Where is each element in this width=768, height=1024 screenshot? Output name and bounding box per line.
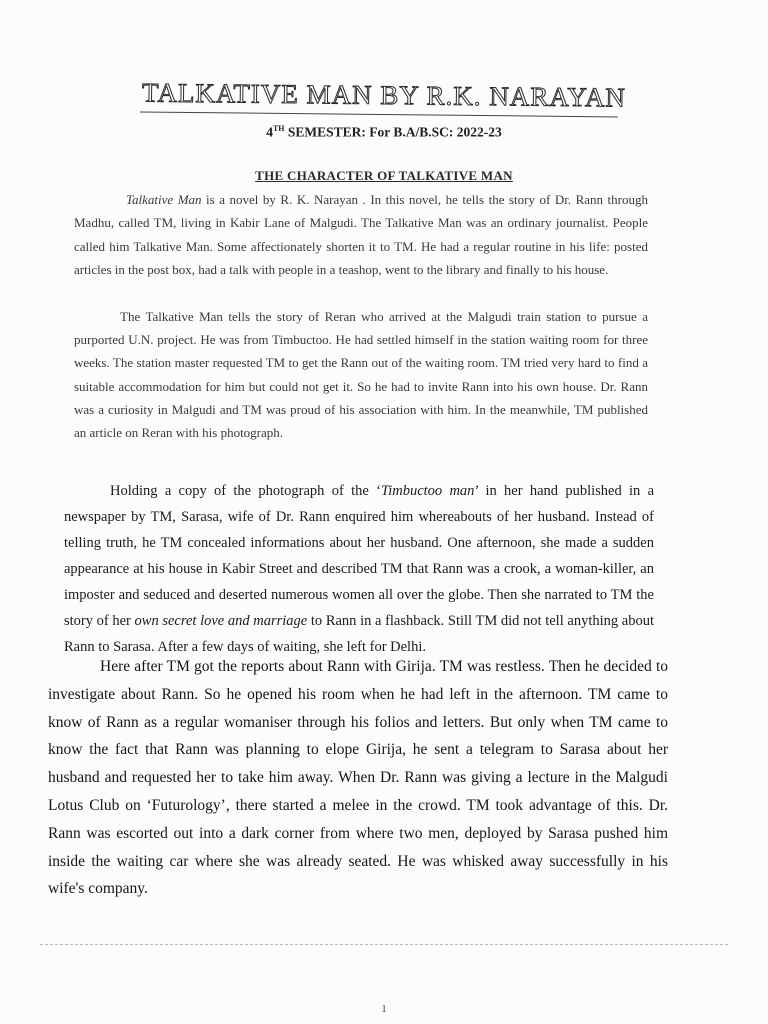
- paragraph-4-text: Here after TM got the reports about Rann with Girija. TM was restless. Then he decided to investigate about Rann. So he opened his room when he had left in the afternoon. TM came to know of Rann as a regular womaniser through his folios and letters. But only when TM came to know the fact that Rann was planning to elope Girija, he sent a telegram to Sarasa about her husband and requested her to take him away. When Dr. Rann was giving a lecture in the Malgudi Lotus Club on ‘Futurology’, there started a melee in the crowd. TM took advantage of this. Dr. Rann was escorted out into a dark corner from where two men, deployed by Sarasa pushed him inside the waiting car where she was already seated. He was whisked away successfully in his wife's company.: [48, 658, 668, 898]
- paragraph-2: [74, 305, 648, 444]
- paragraph-3: [64, 478, 654, 660]
- paragraph-1: [74, 188, 648, 281]
- semester-line: [0, 124, 768, 141]
- paragraph-4: [48, 653, 668, 903]
- semester-text: SEMESTER: For B.A/B.SC: 2022-23: [284, 124, 502, 140]
- paragraph-1-text: is a novel by R. K. Narayan . In this novel, he tells the story of Dr. Rann through Madhu, called TM, living in Kabir Lane of Malgudi. The Talkative Man was an ordinary journalist. People called him Talkative Man. Some affectionately shorten it to TM. He had a regular routine in his life: posted articles in the post box, had a talk with people in a teashop, went to the library and finally to his house.: [74, 192, 648, 277]
- semester-superscript: TH: [272, 124, 285, 133]
- section-heading: THE CHARACTER OF TALKATIVE MAN: [255, 168, 513, 183]
- paragraph-3-after: to Rann in a flashback. Still TM did not tell anything about Rann to Sarasa. After a few days of waiting, she left for Delhi.: [64, 613, 654, 655]
- page-number: 1: [381, 1004, 387, 1015]
- paragraph-3-before: Holding a copy of the photograph of the ‘: [110, 483, 381, 499]
- paragraph-3-middle: ’ in her hand published in a newspaper by TM, Sarasa, wife of Dr. Rann enquired him whereabouts of her husband. Instead of telling truth, he TM concealed informations about her husband. One afternoon, she made a sudden appearance at his house in Kabir Street and described TM that Rann was a crook, a woman-killer, an imposter and seduced and deserted numerous women all over the globe. Then she narrated to TM the story of her: [64, 483, 655, 629]
- paragraph-2-text: The Talkative Man tells the story of Reran who arrived at the Malgudi train station to pursue a purported U.N. project. He was from Timbuctoo. He had settled himself in the station waiting room for three weeks. The station master requested TM to get the Rann out of the waiting room. TM tried very hard to find a suitable accommodation for him but could not get it. So he had to invite Rann into his own house. Dr. Rann was a curiosity in Malgudi and TM was proud of his association with him. In the meanwhile, TM published an article on Reran with his photograph.: [74, 309, 648, 441]
- footer-divider: [40, 944, 728, 945]
- semester-number: 4: [266, 124, 273, 140]
- paragraph-3-italic-2: own secret love and marriage: [134, 613, 308, 629]
- document-title: TALKATIVE MAN BY R.K. NARAYAN: [0, 76, 768, 115]
- paragraph-3-italic-1: Timbuctoo man: [380, 483, 475, 499]
- paragraph-1-italic-lead: Talkative Man: [126, 192, 202, 207]
